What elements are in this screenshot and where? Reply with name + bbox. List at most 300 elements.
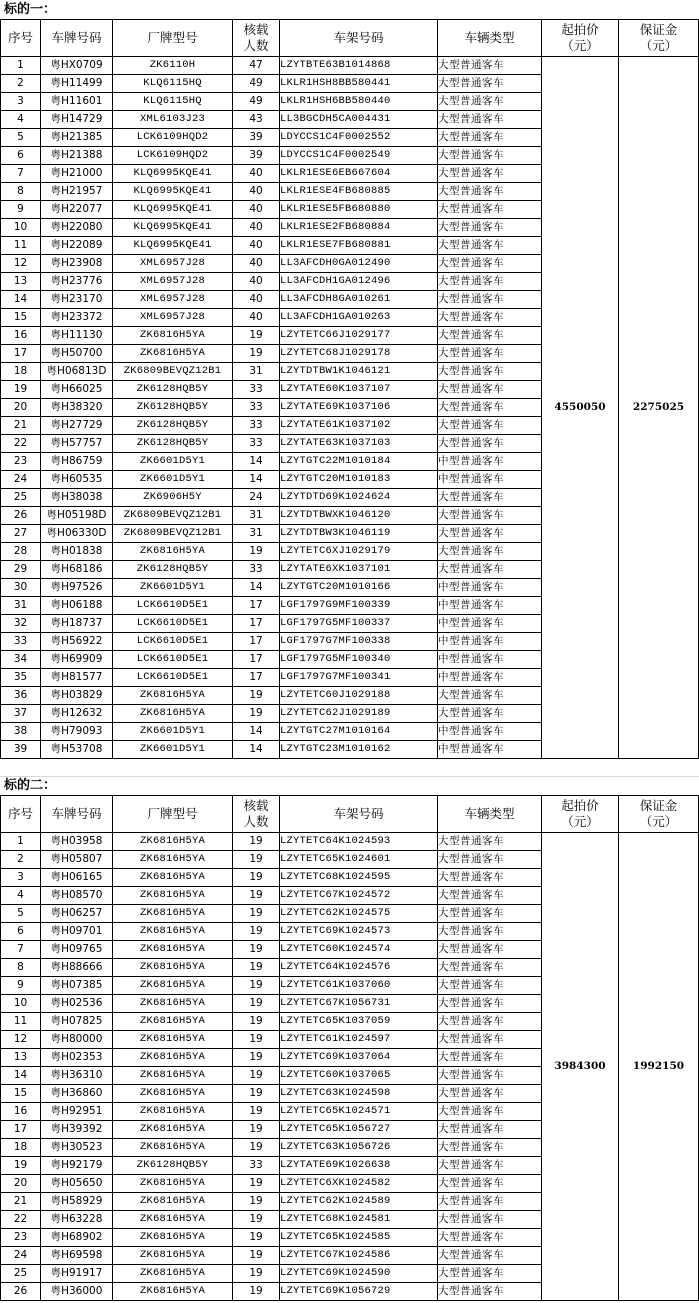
row-seq: 37 xyxy=(1,705,41,723)
row-seats: 19 xyxy=(233,941,280,959)
row-plate: 粤H07825 xyxy=(41,1013,113,1031)
row-seats: 49 xyxy=(233,75,280,93)
row-seats: 33 xyxy=(233,381,280,399)
row-seats: 19 xyxy=(233,1049,280,1067)
table-row xyxy=(1,57,699,75)
row-plate: 粤H05650 xyxy=(41,1175,113,1193)
row-seq: 11 xyxy=(1,237,41,255)
header-model: 厂牌型号 xyxy=(113,796,233,833)
row-plate: 粤H21957 xyxy=(41,183,113,201)
row-seq: 5 xyxy=(1,905,41,923)
section1-title: 标的一： xyxy=(4,2,57,17)
row-seq: 16 xyxy=(1,1103,41,1121)
row-model: ZK6906H5Y xyxy=(113,489,233,507)
row-vin: LZYTATE63K1037103 xyxy=(280,435,438,453)
row-type: 中型普通客车 xyxy=(438,741,542,759)
row-model: KLQ6995KQE41 xyxy=(113,165,233,183)
row-seats: 33 xyxy=(233,561,280,579)
row-plate: 粤H27729 xyxy=(41,417,113,435)
row-vin: LZYTETC60J1029188 xyxy=(280,687,438,705)
row-vin: LZYTDTD69K1024624 xyxy=(280,489,438,507)
row-vin: LZYTGTC27M1010164 xyxy=(280,723,438,741)
row-type: 大型普通客车 xyxy=(438,129,542,147)
row-plate: 粤H92179 xyxy=(41,1157,113,1175)
row-plate: 粤H66025 xyxy=(41,381,113,399)
row-vin: LL3AFCDH1GA012496 xyxy=(280,273,438,291)
row-model: ZK6816H5YA xyxy=(113,1139,233,1157)
header-vin: 车架号码 xyxy=(280,20,438,57)
row-seq: 10 xyxy=(1,995,41,1013)
row-model: ZK6128HQB5Y xyxy=(113,381,233,399)
row-type: 大型普通客车 xyxy=(438,851,542,869)
header-start-price: 起拍价 （元） xyxy=(542,796,619,833)
row-type: 大型普通客车 xyxy=(438,291,542,309)
row-seq: 27 xyxy=(1,525,41,543)
section2-title: 标的二： xyxy=(4,778,57,793)
row-seq: 8 xyxy=(1,959,41,977)
row-seq: 35 xyxy=(1,669,41,687)
row-model: KLQ6995KQE41 xyxy=(113,183,233,201)
row-seq: 31 xyxy=(1,597,41,615)
row-seq: 23 xyxy=(1,1229,41,1247)
row-model: ZK6816H5YA xyxy=(113,977,233,995)
row-model: ZK6816H5YA xyxy=(113,1175,233,1193)
row-vin: LZYTETC68K1024581 xyxy=(280,1211,438,1229)
row-type: 大型普通客车 xyxy=(438,309,542,327)
row-model: ZK6809BEVQZ12B1 xyxy=(113,363,233,381)
row-seq: 22 xyxy=(1,1211,41,1229)
row-seq: 6 xyxy=(1,147,41,165)
row-type: 大型普通客车 xyxy=(438,1031,542,1049)
row-seats: 19 xyxy=(233,1247,280,1265)
row-model: ZK6816H5YA xyxy=(113,905,233,923)
row-seats: 40 xyxy=(233,291,280,309)
row-seats: 19 xyxy=(233,995,280,1013)
row-model: ZK6816H5YA xyxy=(113,887,233,905)
row-vin: LGF1797G5MF100337 xyxy=(280,615,438,633)
row-vin: LKLR1ESE7FB680881 xyxy=(280,237,438,255)
row-plate: 粤H36000 xyxy=(41,1283,113,1301)
row-type: 大型普通客车 xyxy=(438,93,542,111)
row-type: 大型普通客车 xyxy=(438,57,542,75)
row-seats: 19 xyxy=(233,705,280,723)
row-seats: 14 xyxy=(233,471,280,489)
row-plate: 粤H06330D xyxy=(41,525,113,543)
row-seq: 17 xyxy=(1,1121,41,1139)
row-plate: 粤H23372 xyxy=(41,309,113,327)
row-type: 中型普通客车 xyxy=(438,633,542,651)
row-seq: 3 xyxy=(1,869,41,887)
row-vin: LZYTETC63K1024598 xyxy=(280,1085,438,1103)
row-seq: 30 xyxy=(1,579,41,597)
row-plate: 粤H69909 xyxy=(41,651,113,669)
row-seq: 20 xyxy=(1,1175,41,1193)
row-type: 中型普通客车 xyxy=(438,453,542,471)
row-type: 大型普通客车 xyxy=(438,869,542,887)
row-model: ZK6816H5YA xyxy=(113,1283,233,1301)
row-model: ZK6816H5YA xyxy=(113,1103,233,1121)
row-plate: 粤H21385 xyxy=(41,129,113,147)
row-model: KLQ6995KQE41 xyxy=(113,201,233,219)
row-model: ZK6809BEVQZ12B1 xyxy=(113,507,233,525)
row-plate: 粤H68902 xyxy=(41,1229,113,1247)
header-seq: 序号 xyxy=(1,20,41,57)
row-model: ZK6601D5Y1 xyxy=(113,579,233,597)
row-seq: 4 xyxy=(1,887,41,905)
header-deposit: 保证金 （元） xyxy=(619,20,699,57)
header-type: 车辆类型 xyxy=(438,796,542,833)
row-seats: 19 xyxy=(233,851,280,869)
row-vin: LZYTETC64K1024593 xyxy=(280,833,438,851)
row-type: 大型普通客车 xyxy=(438,183,542,201)
row-plate: 粤H58929 xyxy=(41,1193,113,1211)
row-vin: LZYTGTC22M1010184 xyxy=(280,453,438,471)
row-vin: LZYTETC62K1024575 xyxy=(280,905,438,923)
row-type: 大型普通客车 xyxy=(438,923,542,941)
row-seats: 33 xyxy=(233,435,280,453)
row-seq: 18 xyxy=(1,1139,41,1157)
row-plate: 粤H56922 xyxy=(41,633,113,651)
row-plate: 粤H22077 xyxy=(41,201,113,219)
row-seats: 33 xyxy=(233,399,280,417)
row-plate: 粤H06257 xyxy=(41,905,113,923)
row-seq: 20 xyxy=(1,399,41,417)
row-seats: 24 xyxy=(233,489,280,507)
row-plate: 粤H39392 xyxy=(41,1121,113,1139)
row-plate: 粤H57757 xyxy=(41,435,113,453)
row-vin: LZYTETC61K1024597 xyxy=(280,1031,438,1049)
row-type: 大型普通客车 xyxy=(438,1157,542,1175)
row-seats: 19 xyxy=(233,1085,280,1103)
row-seq: 15 xyxy=(1,309,41,327)
row-model: ZK6110H xyxy=(113,57,233,75)
row-type: 大型普通客车 xyxy=(438,1085,542,1103)
row-seq: 8 xyxy=(1,183,41,201)
row-model: ZK6816H5YA xyxy=(113,1193,233,1211)
row-vin: LKLR1ESE4FB680885 xyxy=(280,183,438,201)
row-type: 大型普通客车 xyxy=(438,1247,542,1265)
row-type: 大型普通客车 xyxy=(438,1175,542,1193)
row-seq: 28 xyxy=(1,543,41,561)
row-seats: 19 xyxy=(233,345,280,363)
row-seats: 40 xyxy=(233,219,280,237)
row-seats: 43 xyxy=(233,111,280,129)
row-model: ZK6128HQB5Y xyxy=(113,399,233,417)
row-type: 大型普通客车 xyxy=(438,1211,542,1229)
row-vin: LZYTATE61K1037102 xyxy=(280,417,438,435)
row-seats: 19 xyxy=(233,1229,280,1247)
row-seq: 22 xyxy=(1,435,41,453)
row-seq: 12 xyxy=(1,255,41,273)
row-model: ZK6128HQB5Y xyxy=(113,417,233,435)
row-type: 大型普通客车 xyxy=(438,1121,542,1139)
row-type: 大型普通客车 xyxy=(438,327,542,345)
row-seats: 17 xyxy=(233,633,280,651)
row-seq: 24 xyxy=(1,1247,41,1265)
row-model: ZK6816H5YA xyxy=(113,1211,233,1229)
row-seq: 16 xyxy=(1,327,41,345)
row-vin: LZYTGTC20M1010166 xyxy=(280,579,438,597)
row-seats: 40 xyxy=(233,183,280,201)
row-seats: 17 xyxy=(233,597,280,615)
row-type: 大型普通客车 xyxy=(438,399,542,417)
row-seats: 19 xyxy=(233,869,280,887)
row-seq: 12 xyxy=(1,1031,41,1049)
row-type: 中型普通客车 xyxy=(438,669,542,687)
row-vin: LZYTETC65K1024585 xyxy=(280,1229,438,1247)
row-type: 大型普通客车 xyxy=(438,1265,542,1283)
row-vin: LZYTGTC23M1010162 xyxy=(280,741,438,759)
row-vin: LKLR1ESE2FB680884 xyxy=(280,219,438,237)
row-seats: 19 xyxy=(233,543,280,561)
row-seats: 31 xyxy=(233,363,280,381)
row-seq: 2 xyxy=(1,75,41,93)
row-type: 大型普通客车 xyxy=(438,833,542,851)
row-model: ZK6816H5YA xyxy=(113,1265,233,1283)
table-header-row xyxy=(1,796,699,833)
row-vin: LZYTETC62K1024589 xyxy=(280,1193,438,1211)
row-seats: 40 xyxy=(233,309,280,327)
row-type: 大型普通客车 xyxy=(438,887,542,905)
row-type: 中型普通客车 xyxy=(438,471,542,489)
row-model: ZK6816H5YA xyxy=(113,851,233,869)
row-vin: LL3BGCDH5CA004431 xyxy=(280,111,438,129)
row-model: LCK6610D5E1 xyxy=(113,669,233,687)
row-seq: 6 xyxy=(1,923,41,941)
row-vin: LGF1797G7MF100341 xyxy=(280,669,438,687)
row-vin: LZYTETC60K1024574 xyxy=(280,941,438,959)
row-plate: 粤H36310 xyxy=(41,1067,113,1085)
row-model: ZK6601D5Y1 xyxy=(113,471,233,489)
row-plate: 粤H21388 xyxy=(41,147,113,165)
row-vin: LZYTETC67K1024586 xyxy=(280,1247,438,1265)
row-seats: 19 xyxy=(233,1211,280,1229)
row-seq: 7 xyxy=(1,941,41,959)
row-vin: LZYTETC68K1024595 xyxy=(280,869,438,887)
row-type: 大型普通客车 xyxy=(438,959,542,977)
row-seats: 40 xyxy=(233,165,280,183)
row-plate: 粤H97526 xyxy=(41,579,113,597)
row-vin: LZYTETC65K1024571 xyxy=(280,1103,438,1121)
row-seq: 26 xyxy=(1,507,41,525)
row-type: 大型普通客车 xyxy=(438,905,542,923)
row-plate: 粤H06188 xyxy=(41,597,113,615)
row-seats: 39 xyxy=(233,129,280,147)
row-type: 大型普通客车 xyxy=(438,165,542,183)
row-vin: LZYTATE60K1037107 xyxy=(280,381,438,399)
row-seats: 40 xyxy=(233,237,280,255)
row-type: 大型普通客车 xyxy=(438,219,542,237)
row-seq: 19 xyxy=(1,1157,41,1175)
row-type: 大型普通客车 xyxy=(438,1193,542,1211)
row-vin: LDYCCS1C4F0002549 xyxy=(280,147,438,165)
row-type: 大型普通客车 xyxy=(438,507,542,525)
row-seq: 5 xyxy=(1,129,41,147)
row-plate: 粤H22089 xyxy=(41,237,113,255)
row-plate: 粤H09765 xyxy=(41,941,113,959)
row-model: ZK6816H5YA xyxy=(113,941,233,959)
row-seats: 14 xyxy=(233,723,280,741)
row-plate: 粤H22080 xyxy=(41,219,113,237)
row-seq: 1 xyxy=(1,833,41,851)
row-vin: LZYTETC66J1029177 xyxy=(280,327,438,345)
row-model: LCK6610D5E1 xyxy=(113,615,233,633)
row-seats: 19 xyxy=(233,923,280,941)
row-model: ZK6816H5YA xyxy=(113,345,233,363)
row-seq: 11 xyxy=(1,1013,41,1031)
row-type: 大型普通客车 xyxy=(438,1103,542,1121)
row-plate: 粤H06165 xyxy=(41,869,113,887)
row-seq: 18 xyxy=(1,363,41,381)
row-plate: 粤H63228 xyxy=(41,1211,113,1229)
row-seq: 39 xyxy=(1,741,41,759)
row-vin: LZYTETC60K1037065 xyxy=(280,1067,438,1085)
row-type: 大型普通客车 xyxy=(438,75,542,93)
row-seq: 9 xyxy=(1,201,41,219)
row-vin: LZYTETC6XJ1029179 xyxy=(280,543,438,561)
header-model: 厂牌型号 xyxy=(113,20,233,57)
row-seats: 19 xyxy=(233,905,280,923)
lot1-table xyxy=(0,19,699,759)
row-seats: 17 xyxy=(233,651,280,669)
row-model: ZK6816H5YA xyxy=(113,1085,233,1103)
row-model: KLQ6995KQE41 xyxy=(113,237,233,255)
row-type: 中型普通客车 xyxy=(438,579,542,597)
row-plate: 粤H07385 xyxy=(41,977,113,995)
row-type: 大型普通客车 xyxy=(438,543,542,561)
row-vin: LL3AFCDH8GA010261 xyxy=(280,291,438,309)
row-plate: 粤H03958 xyxy=(41,833,113,851)
row-plate: 粤H38320 xyxy=(41,399,113,417)
row-seq: 17 xyxy=(1,345,41,363)
row-vin: LZYTETC67K1056731 xyxy=(280,995,438,1013)
row-seq: 23 xyxy=(1,453,41,471)
row-seq: 25 xyxy=(1,489,41,507)
row-model: ZK6809BEVQZ12B1 xyxy=(113,525,233,543)
row-type: 大型普通客车 xyxy=(438,417,542,435)
row-seq: 14 xyxy=(1,1067,41,1085)
row-plate: 粤H12632 xyxy=(41,705,113,723)
row-model: ZK6816H5YA xyxy=(113,1031,233,1049)
row-plate: 粤H69598 xyxy=(41,1247,113,1265)
row-vin: LZYTATE69K1026638 xyxy=(280,1157,438,1175)
row-seq: 25 xyxy=(1,1265,41,1283)
row-model: ZK6816H5YA xyxy=(113,543,233,561)
row-plate: 粤H05198D xyxy=(41,507,113,525)
row-type: 大型普通客车 xyxy=(438,237,542,255)
row-vin: LZYTETC61K1037060 xyxy=(280,977,438,995)
row-seq: 10 xyxy=(1,219,41,237)
row-seq: 14 xyxy=(1,291,41,309)
row-plate: 粤H23908 xyxy=(41,255,113,273)
header-seats: 核载 人数 xyxy=(233,20,280,57)
row-seats: 33 xyxy=(233,417,280,435)
row-model: LCK6610D5E1 xyxy=(113,597,233,615)
row-seq: 13 xyxy=(1,273,41,291)
row-model: LCK6109HQD2 xyxy=(113,147,233,165)
start-price-value: 4550050 xyxy=(542,57,619,759)
row-plate: 粤H79093 xyxy=(41,723,113,741)
row-seats: 19 xyxy=(233,887,280,905)
row-type: 大型普通客车 xyxy=(438,1013,542,1031)
row-seats: 19 xyxy=(233,1283,280,1301)
row-type: 大型普通客车 xyxy=(438,525,542,543)
header-plate: 车牌号码 xyxy=(41,796,113,833)
row-model: XML6957J28 xyxy=(113,273,233,291)
row-type: 大型普通客车 xyxy=(438,1283,542,1301)
row-plate: 粤H86759 xyxy=(41,453,113,471)
row-vin: LZYTETC63K1056726 xyxy=(280,1139,438,1157)
row-vin: LZYTETC67K1024572 xyxy=(280,887,438,905)
row-vin: LZYTETC65K1024601 xyxy=(280,851,438,869)
row-seats: 19 xyxy=(233,1031,280,1049)
row-seq: 38 xyxy=(1,723,41,741)
row-seq: 26 xyxy=(1,1283,41,1301)
row-vin: LZYTETC69K1024590 xyxy=(280,1265,438,1283)
row-type: 大型普通客车 xyxy=(438,977,542,995)
row-plate: 粤H21000 xyxy=(41,165,113,183)
row-model: ZK6128HQB5Y xyxy=(113,435,233,453)
row-plate: 粤H53708 xyxy=(41,741,113,759)
row-plate: 粤H11499 xyxy=(41,75,113,93)
row-type: 大型普通客车 xyxy=(438,1067,542,1085)
row-type: 大型普通客车 xyxy=(438,111,542,129)
row-plate: 粤H68186 xyxy=(41,561,113,579)
row-plate: 粤H81577 xyxy=(41,669,113,687)
row-seq: 21 xyxy=(1,417,41,435)
row-seats: 31 xyxy=(233,525,280,543)
row-type: 大型普通客车 xyxy=(438,1139,542,1157)
row-vin: LZYTBTE63B1014868 xyxy=(280,57,438,75)
row-plate: 粤H02536 xyxy=(41,995,113,1013)
row-type: 中型普通客车 xyxy=(438,651,542,669)
row-plate: 粤H06813D xyxy=(41,363,113,381)
row-model: ZK6816H5YA xyxy=(113,995,233,1013)
row-plate: 粤H36860 xyxy=(41,1085,113,1103)
row-vin: LKLR1HSH6BB580440 xyxy=(280,93,438,111)
row-seq: 1 xyxy=(1,57,41,75)
row-seq: 34 xyxy=(1,651,41,669)
row-vin: LZYTETC69K1024573 xyxy=(280,923,438,941)
row-seats: 39 xyxy=(233,147,280,165)
row-vin: LZYTETC69K1056729 xyxy=(280,1283,438,1301)
row-vin: LZYTETC65K1037059 xyxy=(280,1013,438,1031)
row-seq: 32 xyxy=(1,615,41,633)
row-seats: 14 xyxy=(233,741,280,759)
table-header-row xyxy=(1,20,699,57)
row-type: 大型普通客车 xyxy=(438,705,542,723)
row-seq: 9 xyxy=(1,977,41,995)
row-model: ZK6816H5YA xyxy=(113,1013,233,1031)
row-vin: LGF1797G9MF100339 xyxy=(280,597,438,615)
row-seats: 40 xyxy=(233,255,280,273)
row-model: ZK6601D5Y1 xyxy=(113,723,233,741)
row-plate: 粤H18737 xyxy=(41,615,113,633)
header-seq: 序号 xyxy=(1,796,41,833)
row-seats: 47 xyxy=(233,57,280,75)
row-plate: 粤H02353 xyxy=(41,1049,113,1067)
row-seq: 33 xyxy=(1,633,41,651)
row-seats: 40 xyxy=(233,273,280,291)
row-seats: 17 xyxy=(233,615,280,633)
row-vin: LKLR1ESE6EB667604 xyxy=(280,165,438,183)
row-seats: 19 xyxy=(233,687,280,705)
row-plate: 粤H01838 xyxy=(41,543,113,561)
row-seq: 3 xyxy=(1,93,41,111)
row-plate: 粤H60535 xyxy=(41,471,113,489)
row-type: 中型普通客车 xyxy=(438,597,542,615)
row-vin: LZYTETC68J1029178 xyxy=(280,345,438,363)
